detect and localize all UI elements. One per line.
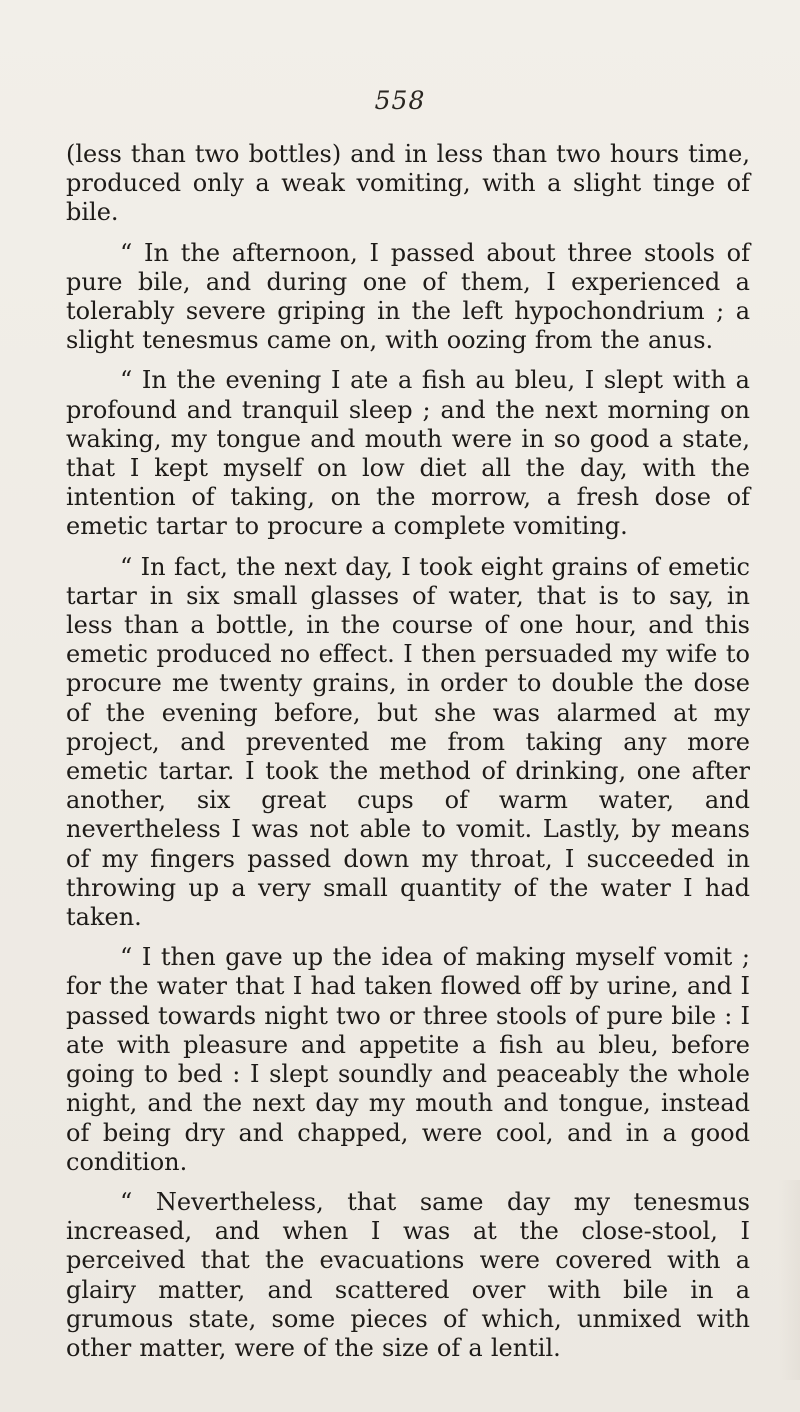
page-number: 558 [374, 86, 426, 115]
paragraph: “ In the afternoon, I passed about three stools of pure bile, and during one of them, I experienced a tolerably severe griping in the left hypochondrium ; a slight tenesmus came on, with oozing from the anus. [66, 238, 750, 355]
page-edge-shadow [778, 1180, 800, 1380]
body-text [66, 140, 750, 1374]
paragraph: “ In the evening I ate a fish au bleu, I slept with a profound and tranquil sleep ; and the next morning on waking, my tongue and mouth were in so good a state, that I kept myself on low diet all the day, with the intention of taking, on the morrow, a fresh dose of emetic tartar to procure a complete vomiting. [66, 366, 750, 541]
paragraph: “ In fact, the next day, I took eight grains of emetic tartar in six small glasses of water, that is to say, in less than a bottle, in the course of one hour, and this emetic produced no effect. I then persuaded my wife to procure me twenty grains, in order to double the dose of the evening before, but she was alarmed at my project, and prevented me from taking any more emetic tartar. I took the method of drinking, one after another, six great cups of warm water, and nevertheless I was not able to vomit. Lastly, by means of my fingers passed down my throat, I succeeded in throwing up a very small quantity of the water I had taken. [66, 552, 750, 932]
paragraph: “ I then gave up the idea of making myself vomit ; for the water that I had taken flowed off by urine, and I passed towards night two or three stools of pure bile : I ate with pleasure and appetite a fish au bleu, before going to bed : I slept soundly and peaceably the whole night, and the next day my mouth and tongue, instead of being dry and chapped, were cool, and in a good condition. [66, 943, 750, 1176]
paragraph: “ Nevertheless, that same day my tenesmus increased, and when I was at the close-stool, I perceived that the evacuations were covered with a glairy matter, and scattered over with bile in a grumous state, some pieces of which, unmixed with other matter, were of the size of a lentil. [66, 1187, 750, 1362]
paragraph: (less than two bottles) and in less than two hours time, produced only a weak vomiting, with a slight tinge of bile. [66, 140, 750, 227]
